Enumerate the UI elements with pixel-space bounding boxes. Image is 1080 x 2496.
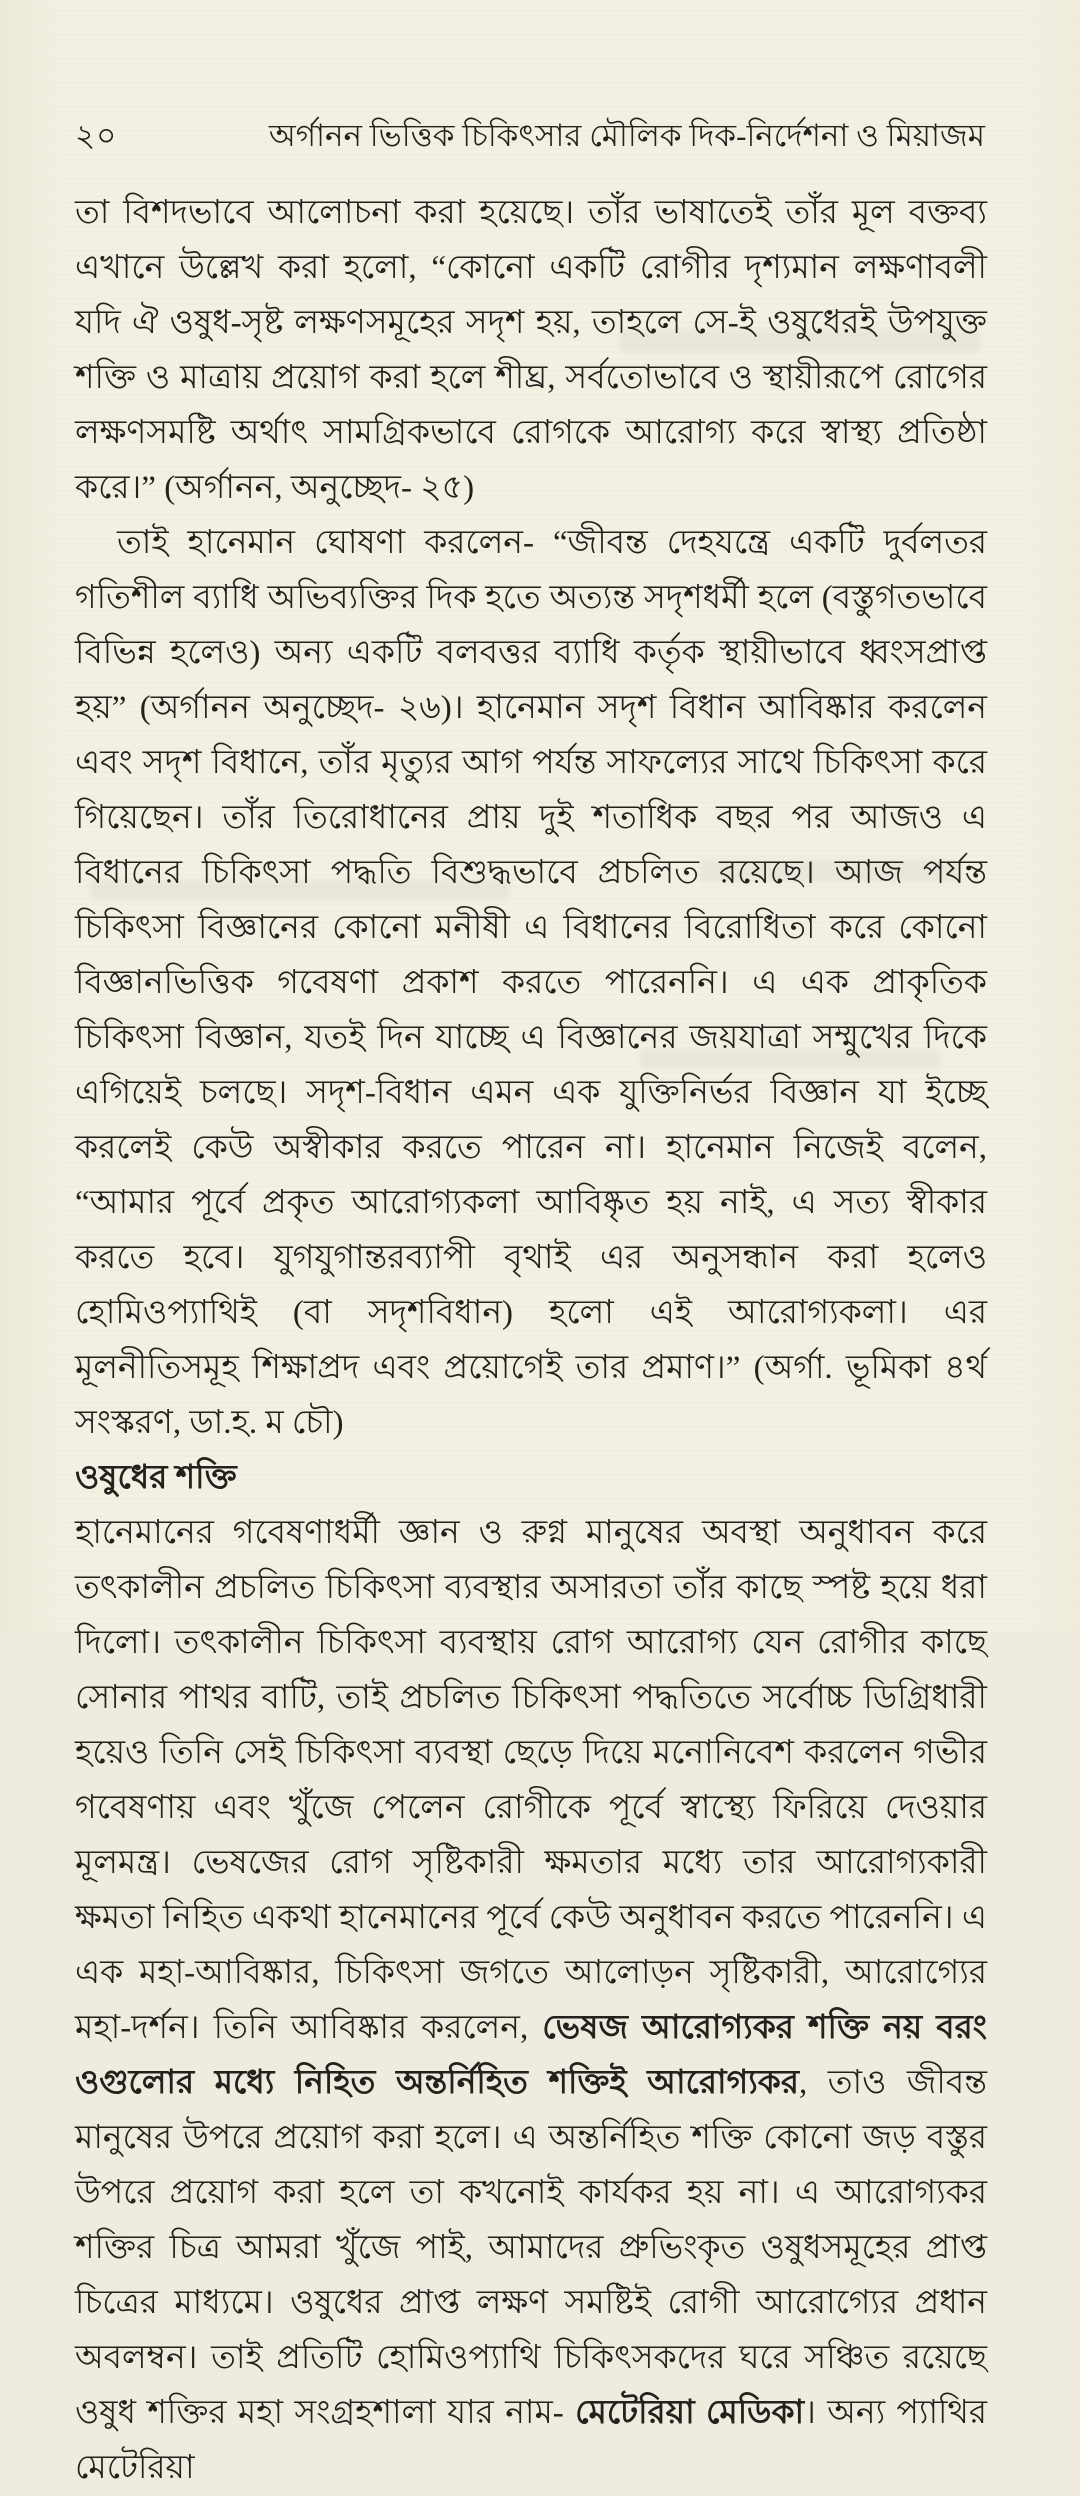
paragraph-2: তাই হানেমান ঘোষণা করলেন- “জীবন্ত দেহযন্ত্রে একটি দুর্বলতর গতিশীল ব্যাধি অভিব্যক্তির দিক হতে অত্যন্ত সদৃশধর্মী হলে (বস্তুগতভাবে বিভিন্ন হলেও) অন্য একটি বলবত্তর ব্যাধি কর্তৃক স্থায়ীভাবে ধ্বংসপ্রাপ্ত হয়” (অর্গানন অনুচ্ছেদ- ২৬)। হানেমান সদৃশ বিধান আবিষ্কার করলেন এবং সদৃশ বিধানে, তাঁর মৃত্যুর আগ পর্যন্ত সাফল্যের সাথে চিকিৎসা করে গিয়েছেন। তাঁর তিরোধানের প্রায় দুই শতাধিক বছর পর আজও এ বিধানের চিকিৎসা পদ্ধতি বিশুদ্ধভাবে প্রচলিত রয়েছে। আজ পর্যন্ত চিকিৎসা বিজ্ঞানের কোনো মনীষী এ বিধানের বিরোধিতা করে কোনো বিজ্ঞানভিত্তিক গবেষণা প্রকাশ করতে পারেননি। এ এক প্রাকৃতিক চিকিৎসা বিজ্ঞান, যতই দিন যাচ্ছে এ বিজ্ঞানের জয়যাত্রা সম্মুখের দিকে এগিয়েই চলছে। সদৃশ-বিধান এমন এক যুক্তিনির্ভর বিজ্ঞান যা ইচ্ছে করলেই কেউ অস্বীকার করতে পারেন না। হানেমান নিজেই বলেন, “আমার পূর্বে প্রকৃত আরোগ্যকলা আবিষ্কৃত হয় নাই, এ সত্য স্বীকার করতে হবে। যুগযুগান্তরব্যাপী বৃথাই এর অনুসন্ধান করা হলেও হোমিওপ্যাথিই (বা সদৃশবিধান) হলো এই আরোগ্যকলা। এর মূলনীতিসমূহ শিক্ষাপ্রদ এবং প্রয়োগেই তার প্রমাণ।” (অর্গা. ভূমিকা ৪র্থ সংস্করণ, ডা.হ. ম চৌ) bbox=[75, 525, 987, 1441]
bold-text-segment: মেটেরিয়া মেডিকা bbox=[575, 2395, 805, 2431]
body-text bbox=[75, 186, 987, 2496]
text-segment: , তাও জীবন্ত মানুষের উপরে প্রয়োগ করা হলে। এ অন্তর্নিহিত শক্তি কোনো জড় বস্তুর উপরে প্রয়োগ করা হলে তা কখনোই কার্যকর হয় না। এ আরোগ্যকর শক্তির চিত্র আমরা খুঁজে পাই, আমাদের প্রুভিংকৃত ওষুধসমূহের প্রাপ্ত চিত্রের মাধ্যমে। ওষুধের প্রাপ্ত লক্ষণ সমষ্টিই রোগী আরোগ্যের প্রধান অবলম্বন। তাই প্রতিটি হোমিওপ্যাথি চিকিৎসকদের ঘরে সঞ্চিত রয়েছে ওষুধ শক্তির মহা সংগ্রহশালা যার নাম- bbox=[75, 2065, 987, 2431]
text-segment: হানেমানের গবেষণাধর্মী জ্ঞান ও রুগ্ন মানুষের অবস্থা অনুধাবন করে তৎকালীন প্রচলিত চিকিৎসা ব্যবস্থার অসারতা তাঁর কাছে স্পষ্ট হয়ে ধরা দিলো। তৎকালীন চিকিৎসা ব্যবস্থায় রোগ আরোগ্য যেন রোগীর কাছে সোনার পাথর বাটি, তাই প্রচলিত চিকিৎসা পদ্ধতিতে সর্বোচ্চ ডিগ্রিধারী হয়েও তিনি সেই চিকিৎসা ব্যবস্থা ছেড়ে দিয়ে মনোনিবেশ করলেন গভীর গবেষণায় এবং খুঁজে পেলেন রোগীকে পূর্বে স্বাস্থ্যে ফিরিয়ে দেওয়ার মূলমন্ত্র। ভেষজের রোগ সৃষ্টিকারী ক্ষমতার মধ্যে তার আরোগ্যকারী ক্ষমতা নিহিত একথা হানেমানের পূর্বে কেউ অনুধাবন করতে পারেননি। এ এক মহা-আবিষ্কার, চিকিৎসা জগতে আলোড়ন সৃষ্টিকারী, আরোগ্যের মহা-দর্শন। তিনি আবিষ্কার করলেন, bbox=[75, 1515, 987, 2046]
paragraph-3 bbox=[75, 1506, 987, 2496]
text-segment: । অন্য প্যাথির মেটেরিয়া bbox=[75, 2395, 987, 2486]
bold-text-segment: ভেষজ আরোগ্যকর শক্তি নয় বরং ওগুলোর মধ্যে নিহিত অন্তর্নিহিত শক্তিই আরোগ্যকর bbox=[75, 2010, 987, 2101]
page-header bbox=[75, 112, 985, 164]
running-title: অর্গানন ভিত্তিক চিকিৎসার মৌলিক দিক-নির্দেশনা ও মিয়াজম bbox=[268, 118, 985, 153]
page-number: ২০ bbox=[75, 118, 118, 153]
section-heading-osudher-shakti: ওষুধের শক্তি bbox=[75, 1460, 237, 1496]
paragraph-1: তা বিশদভাবে আলোচনা করা হয়েছে। তাঁর ভাষাতেই তাঁর মূল বক্তব্য এখানে উল্লেখ করা হলো, “কোনো একটি রোগীর দৃশ্যমান লক্ষণাবলী যদি ঐ ওষুধ-সৃষ্ট লক্ষণসমূহের সদৃশ হয়, তাহলে সে-ই ওষুধেরই উপযুক্ত শক্তি ও মাত্রায় প্রয়োগ করা হলে শীঘ্র, সর্বতোভাবে ও স্থায়ীরূপে রোগের লক্ষণসমষ্টি অর্থাৎ সামগ্রিকভাবে রোগকে আরোগ্য করে স্বাস্থ্য প্রতিষ্ঠা করে।” (অর্গানন, অনুচ্ছেদ- ২৫) bbox=[75, 195, 987, 506]
